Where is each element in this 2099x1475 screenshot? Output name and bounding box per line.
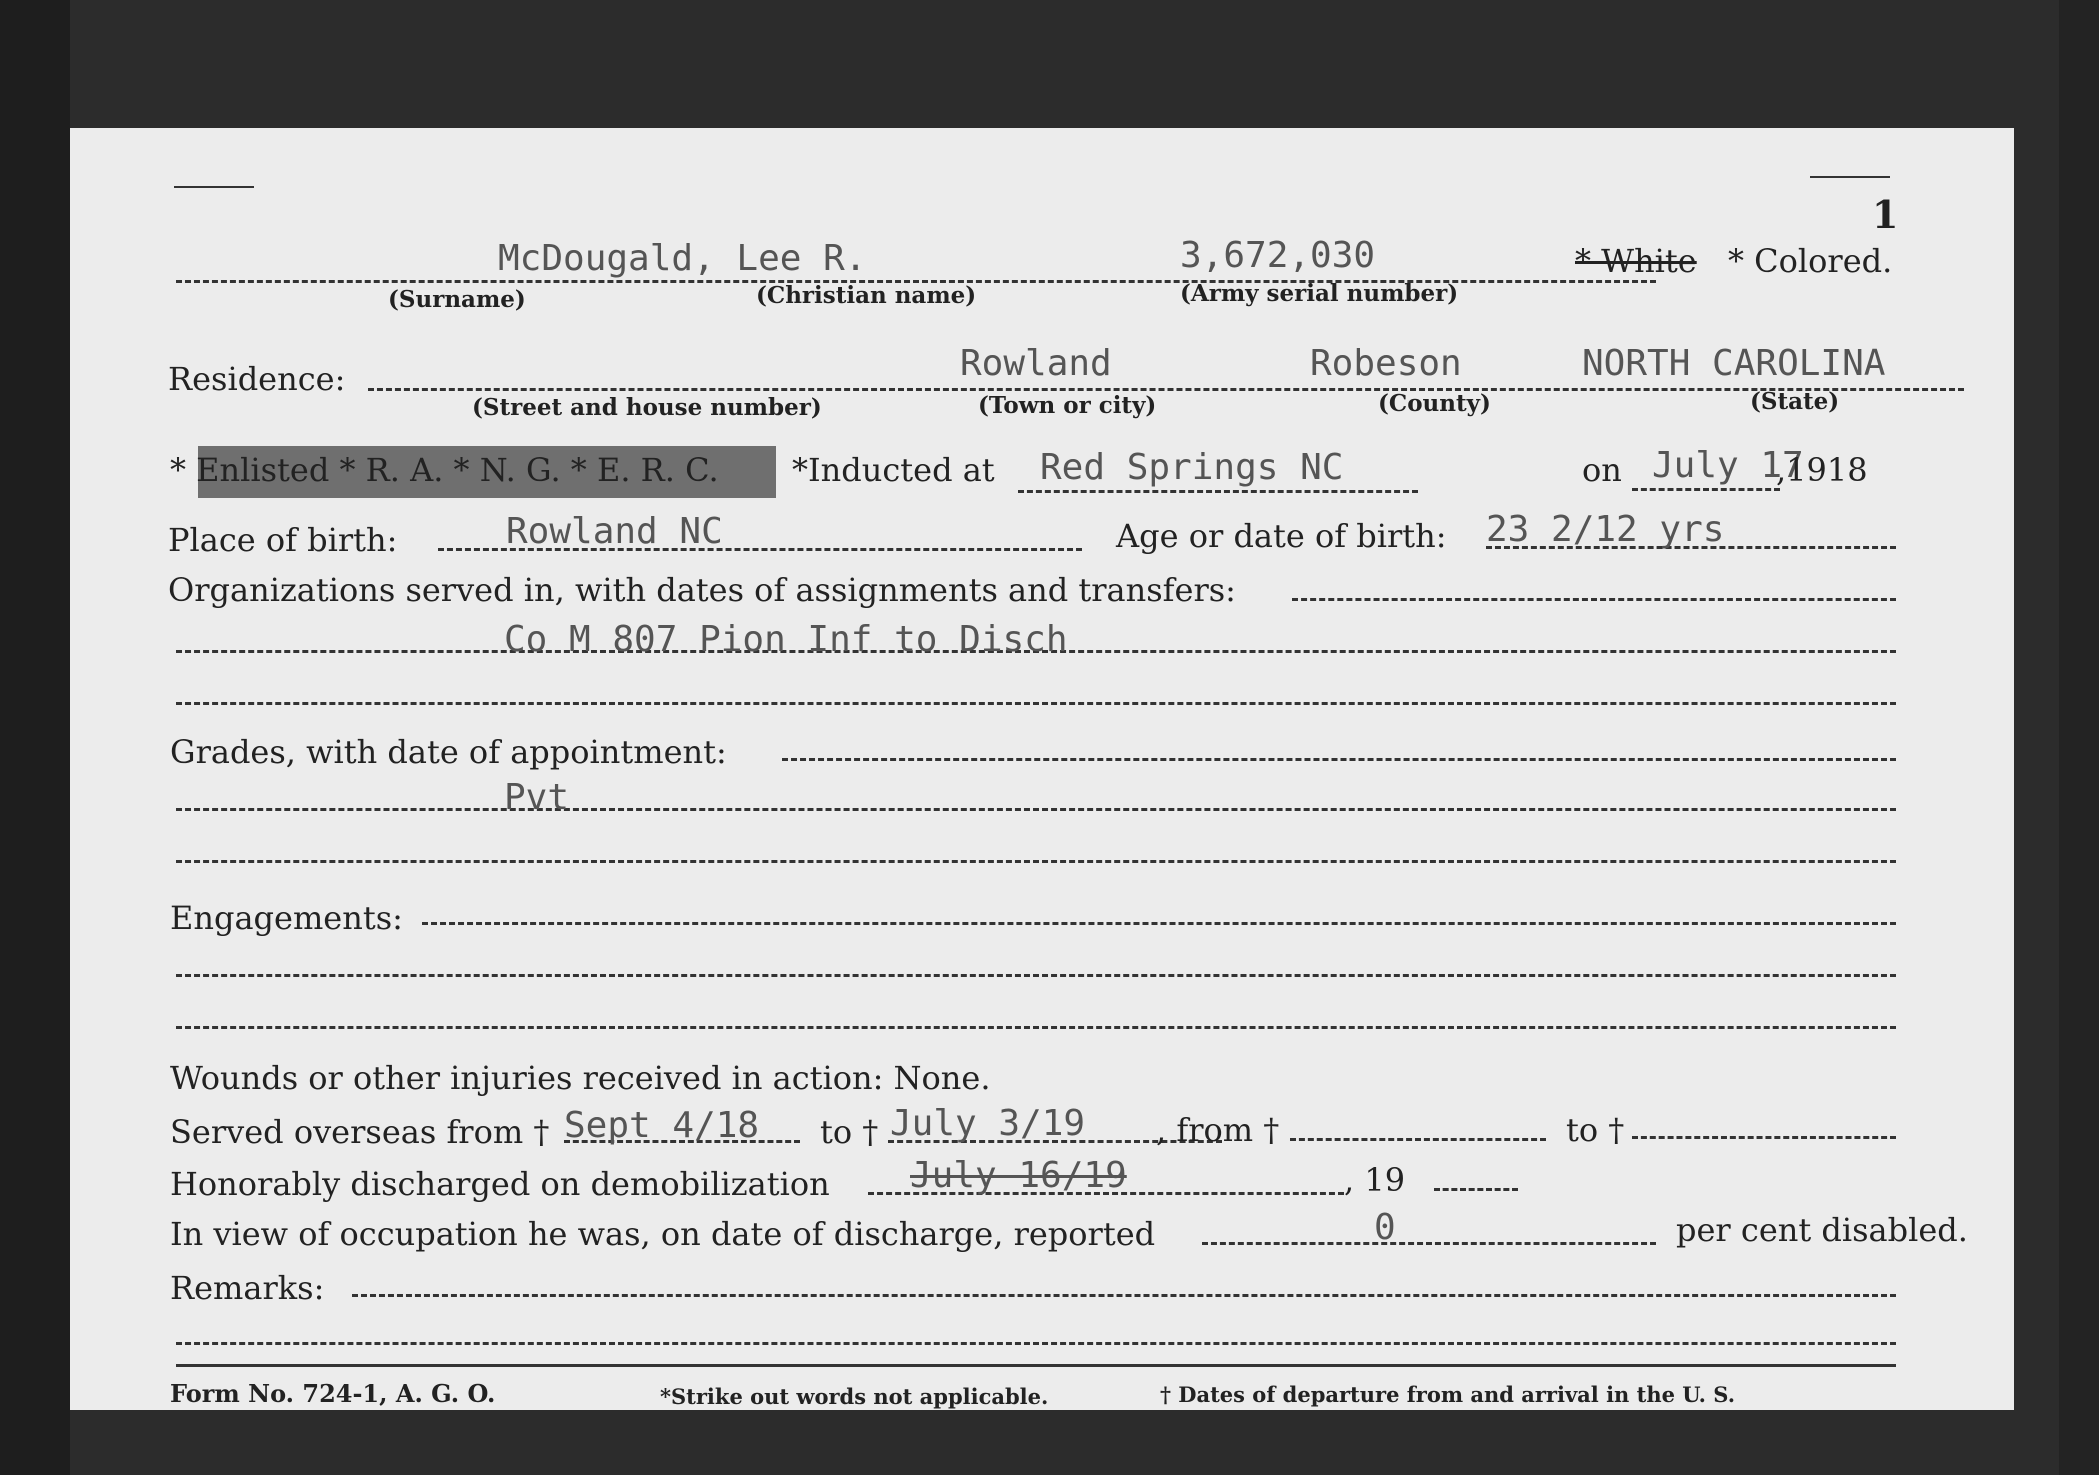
card-number: 1 xyxy=(1872,192,1899,237)
serial-value: 3,672,030 xyxy=(1180,235,1376,276)
inducted-label: *Inducted at xyxy=(792,451,995,489)
state-caption: (State) xyxy=(1750,388,1840,415)
residence-line xyxy=(368,388,1964,391)
discharge-year-label: , 19 xyxy=(1344,1161,1406,1199)
age-value: 23 2/12 yrs xyxy=(1486,509,1725,550)
inducted-line xyxy=(1018,490,1418,493)
date-line xyxy=(1632,488,1780,491)
discharge-year-line xyxy=(1434,1188,1518,1191)
wounds-label: Wounds or other injuries received in action: None. xyxy=(170,1059,991,1097)
grades-line-1 xyxy=(782,758,1896,761)
dates-note: † Dates of departure from and arrival in the U. S. xyxy=(1160,1382,1736,1407)
age-label: Age or date of birth: xyxy=(1116,517,1447,555)
overseas-to2-line xyxy=(1632,1136,1896,1139)
overseas-to-value: July 3/19 xyxy=(890,1103,1086,1144)
engagements-line-1 xyxy=(422,922,1896,925)
place-of-birth-label: Place of birth: xyxy=(168,521,398,559)
colored-label: * Colored. xyxy=(1728,242,1893,280)
overseas-from2-line xyxy=(1290,1138,1546,1141)
town-caption: (Town or city) xyxy=(978,392,1157,419)
engagements-line-2 xyxy=(176,974,1896,977)
on-label: on xyxy=(1582,451,1622,489)
surname-caption: (Surname) xyxy=(388,286,526,313)
grades-line-3 xyxy=(176,860,1896,863)
town-value: Rowland xyxy=(960,343,1112,384)
discharge-label: Honorably discharged on demobilization xyxy=(170,1165,830,1203)
organizations-value: Co M 807 Pion Inf to Disch xyxy=(504,619,1068,660)
county-caption: (County) xyxy=(1378,390,1491,417)
grades-value: Pvt xyxy=(504,777,570,818)
organizations-label: Organizations served in, with dates of assignments and transfers: xyxy=(168,571,1236,609)
overseas-from-value: Sept 4/18 xyxy=(564,1105,760,1146)
engagements-label: Engagements: xyxy=(170,899,403,937)
top-right-rule xyxy=(1810,176,1890,178)
christian-name-caption: (Christian name) xyxy=(756,282,977,309)
remarks-label: Remarks: xyxy=(170,1269,325,1307)
overseas-from2-label: , from † xyxy=(1156,1111,1280,1149)
remarks-line-1 xyxy=(352,1294,1896,1297)
disability-label: In view of occupation he was, on date of discharge, reported xyxy=(170,1215,1156,1253)
serial-caption: (Army serial number) xyxy=(1180,280,1459,307)
grades-line-2 xyxy=(176,808,1896,811)
birth-place-value: Rowland NC xyxy=(506,511,723,552)
engagements-line-3 xyxy=(176,1026,1896,1029)
white-label: * White xyxy=(1575,242,1697,280)
name-value: McDougald, Lee R. xyxy=(498,238,867,279)
grades-label: Grades, with date of appointment: xyxy=(170,733,727,771)
county-value: Robeson xyxy=(1310,343,1462,384)
overseas-to2-label: to † xyxy=(1566,1111,1625,1149)
overseas-label: Served overseas from † xyxy=(170,1113,550,1151)
remarks-line-2 xyxy=(176,1342,1896,1345)
inducted-place-value: Red Springs NC xyxy=(1040,447,1344,488)
inducted-date-value: July 17 xyxy=(1652,445,1804,486)
inducted-year: ,1918 xyxy=(1776,451,1868,489)
strike-note: *Strike out words not applicable. xyxy=(660,1384,1049,1409)
disability-line xyxy=(1202,1242,1656,1245)
disability-value: 0 xyxy=(1374,1207,1396,1248)
scan-border-left xyxy=(0,0,70,1475)
organizations-line-3 xyxy=(176,702,1896,705)
residence-label: Residence: xyxy=(168,360,346,398)
enlisted-prefix: * Enlisted * R. A. * N. G. * E. R. C. xyxy=(170,451,719,489)
form-number: Form No. 724-1, A. G. O. xyxy=(170,1379,496,1408)
state-value: NORTH CAROLINA xyxy=(1582,343,1886,384)
scan-border-right xyxy=(2059,0,2099,1475)
disability-suffix: per cent disabled. xyxy=(1676,1211,1968,1249)
top-left-rule xyxy=(174,186,254,188)
service-record-card xyxy=(70,128,2014,1410)
discharge-value: July 16/19 xyxy=(910,1155,1127,1196)
street-caption: (Street and house number) xyxy=(472,394,822,421)
footer-rule xyxy=(176,1364,1896,1367)
overseas-to-label: to † xyxy=(820,1113,879,1151)
organizations-line-1 xyxy=(1292,598,1896,601)
